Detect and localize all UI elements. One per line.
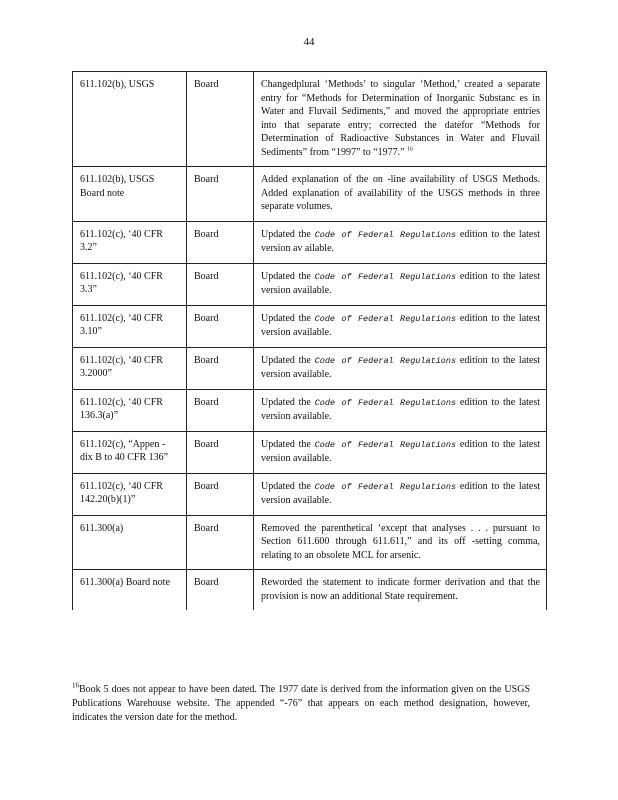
source-cell: Board	[187, 431, 254, 473]
cfr-title: Code of Federal Regulations	[314, 271, 457, 282]
source-cell: Board	[187, 167, 254, 222]
footnote-marker: 16	[72, 681, 79, 690]
table-row	[73, 570, 547, 611]
description-pre: Updated the	[261, 354, 311, 366]
description-cell	[254, 347, 547, 389]
section-cell: 611.102(c), ‘40 CFR 3.3”	[73, 263, 187, 305]
source-cell: Board	[187, 263, 254, 305]
table-row	[73, 72, 547, 167]
source-cell: Board	[187, 72, 254, 167]
description-pre: Updated the	[261, 312, 311, 324]
description-pre: Updated the	[261, 228, 311, 240]
section-cell: 611.102(b), USGS	[73, 72, 187, 167]
footnote-text: Book 5 does not appear to have been dated. The 1977 date is derived from the information given on the USGS Publications Warehouse website. The appended “-76” that appears on each method designation, however, indicates the version date for the method.	[72, 684, 530, 723]
section-cell: 611.300(a)	[73, 515, 187, 570]
table-row	[73, 263, 547, 305]
description-pre: Updated the	[261, 396, 311, 408]
source-cell: Board	[187, 515, 254, 570]
description-post: edition to the latest version available.	[261, 480, 541, 506]
description-cell: Removed the parenthetical ‘except that analyses . . . pursuant to Section 611.600 through 611.611,” and its off -setting comma, relating to an obsolete MCL for arsenic.	[254, 515, 547, 570]
description-post: edition to the latest version av ailable.	[261, 228, 541, 254]
description-cell	[254, 72, 547, 167]
description-cell: Reworded the statement to indicate former derivation and that the provision is now an additional State requirement.	[254, 570, 547, 611]
table-row	[73, 389, 547, 431]
table-row	[73, 167, 547, 222]
section-cell: 611.102(c), “Appen - dix B to 40 CFR 136”	[73, 431, 187, 473]
description-text: Changedplural ‘Methods’ to singular ‘Method,’ created a separate entry for “Methods for Determination of Inorganic Substanc es in Water and Fluvail Sediments,” and moved the appropriate entries into that separate entry; corrected the datefor “Methods for Determination of Radioactive Substances in Water and Fluvail Sediments” from “1997” to “1977.”	[261, 79, 540, 158]
cfr-title: Code of Federal Regulations	[314, 397, 457, 408]
description-cell	[254, 221, 547, 263]
section-cell: 611.102(c), ‘40 CFR 3.2”	[73, 221, 187, 263]
table-row	[73, 305, 547, 347]
description-cell	[254, 431, 547, 473]
source-cell: Board	[187, 347, 254, 389]
cfr-title: Code of Federal Regulations	[314, 355, 457, 366]
description-cell	[254, 305, 547, 347]
section-cell: 611.102(b), USGS Board note	[73, 167, 187, 222]
description-cell	[254, 473, 547, 515]
source-cell: Board	[187, 473, 254, 515]
description-cell: Added explanation of the on -line availability of USGS Methods. Added explanation of availability of the USGS methods in three separate volumes.	[254, 167, 547, 222]
description-post: edition to the latest version available.	[261, 270, 541, 296]
description-pre: Updated the	[261, 480, 311, 492]
description-cell	[254, 389, 547, 431]
source-cell: Board	[187, 570, 254, 611]
footnote	[72, 683, 530, 725]
description-pre: Updated the	[261, 270, 311, 282]
cfr-title: Code of Federal Regulations	[314, 313, 457, 324]
section-cell: 611.102(c), ‘40 CFR 3.2000”	[73, 347, 187, 389]
page-number: 44	[303, 36, 315, 48]
table-row	[73, 515, 547, 570]
table-row	[73, 221, 547, 263]
section-cell: 611.300(a) Board note	[73, 570, 187, 611]
source-cell: Board	[187, 389, 254, 431]
table-row	[73, 473, 547, 515]
description-pre: Updated the	[261, 438, 311, 450]
description-post: edition to the latest version available.	[261, 438, 541, 464]
description-post: edition to the latest version available.	[261, 312, 541, 338]
footnote-ref: 16	[407, 146, 414, 153]
source-cell: Board	[187, 305, 254, 347]
cfr-title: Code of Federal Regulations	[314, 229, 457, 240]
section-cell: 611.102(c), ‘40 CFR 3.10”	[73, 305, 187, 347]
table-row	[73, 347, 547, 389]
description-post: edition to the latest version available.	[261, 354, 541, 380]
description-post: edition to the latest version available.	[261, 396, 541, 422]
section-cell: 611.102(c), ‘40 CFR 136.3(a)”	[73, 389, 187, 431]
section-cell: 611.102(c), ‘40 CFR 142.20(b)(1)”	[73, 473, 187, 515]
cfr-title: Code of Federal Regulations	[314, 481, 457, 492]
table-row	[73, 431, 547, 473]
changes-table	[72, 71, 547, 610]
source-cell: Board	[187, 221, 254, 263]
description-cell	[254, 263, 547, 305]
cfr-title: Code of Federal Regulations	[314, 439, 457, 450]
